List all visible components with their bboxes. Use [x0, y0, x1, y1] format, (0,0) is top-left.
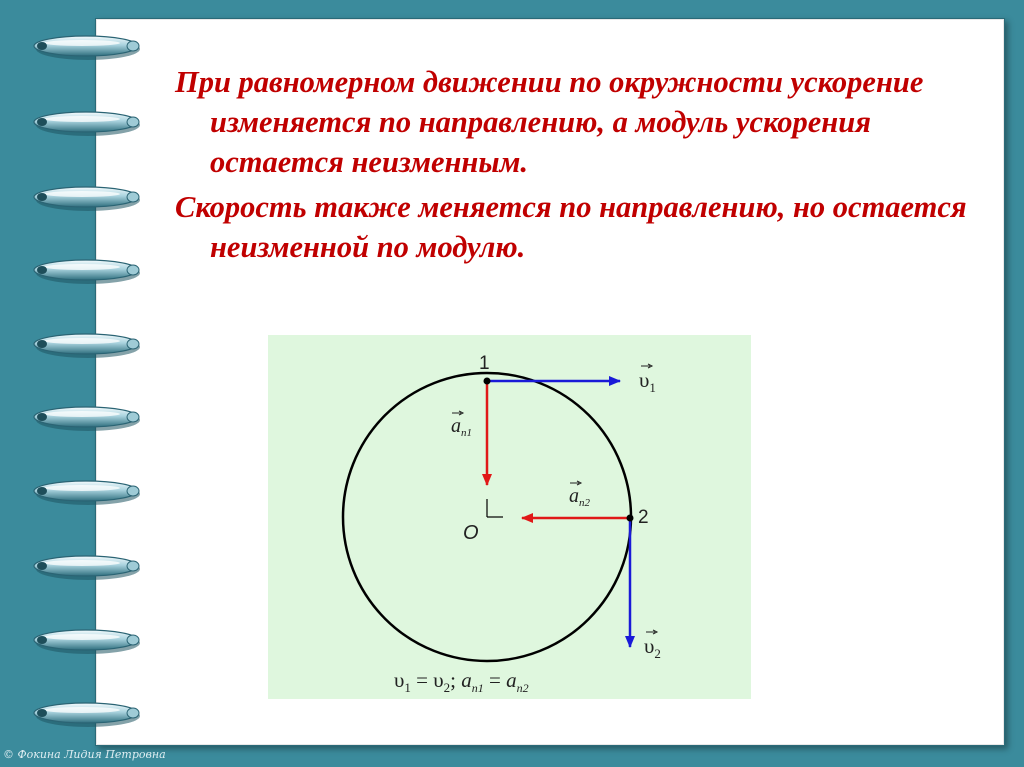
paragraph-velocity: Скорость также меняется по направлению, но остается неизменной по модулю.	[175, 190, 967, 264]
notebook-ring	[34, 481, 140, 505]
acceleration-2-label	[569, 481, 591, 509]
notebook-ring	[34, 36, 140, 60]
notebook-ring	[34, 556, 140, 580]
paragraph-acceleration: При равномерном движении по окружности ускорение изменяется по направлению, а модуль ускорения остается неизменным.	[175, 65, 924, 179]
notebook-ring	[34, 630, 140, 654]
notebook-ring	[34, 112, 140, 136]
svg-text:an1: $a_{n1}$	[451, 415, 472, 439]
notebook-rings	[0, 0, 160, 767]
notebook-ring	[34, 703, 140, 727]
copyright-footer: © Фокина Лидия Петровна	[3, 748, 166, 761]
notebook-ring	[34, 334, 140, 358]
point-2-label: 2	[638, 507, 649, 528]
equality-formula: $\upsilon_1 = \upsilon_2$; $a_{n1} = a_{n2}$	[394, 668, 529, 695]
point-1	[484, 378, 491, 385]
notebook-ring	[34, 407, 140, 431]
svg-text:an2: $a_{n2}$	[569, 485, 590, 509]
velocity-1-label	[639, 364, 656, 395]
point-2	[627, 515, 634, 522]
slide-text	[170, 62, 970, 267]
velocity-2-label	[644, 630, 661, 661]
circular-motion-diagram	[268, 335, 751, 699]
svg-text:υ2: $\upsilon_2$	[644, 634, 661, 661]
notebook-ring	[34, 187, 140, 211]
center-label: O	[463, 522, 479, 544]
svg-text:υ1: $\upsilon_1$	[639, 368, 656, 395]
notebook-ring	[34, 260, 140, 284]
diagram-svg	[268, 335, 751, 699]
acceleration-1-label	[451, 411, 472, 439]
point-1-label: 1	[479, 353, 490, 374]
